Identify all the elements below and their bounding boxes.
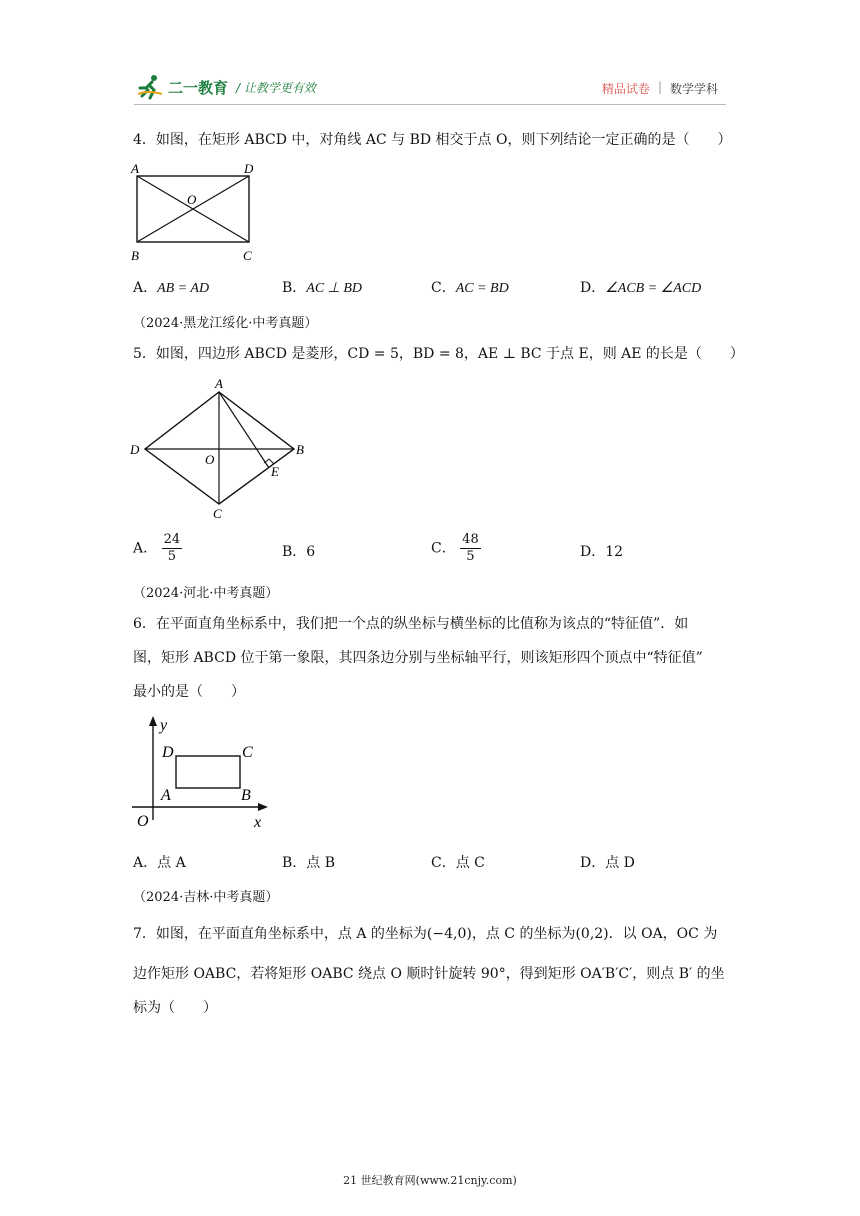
header-right xyxy=(602,80,718,97)
header-divider xyxy=(134,104,726,105)
q5-option-b[interactable]: B．6 xyxy=(282,544,316,560)
header-separator: | xyxy=(657,80,662,94)
q5-option-c[interactable]: C． $\frac{48}{5}$ xyxy=(431,532,479,564)
q6-label-o: O xyxy=(137,813,149,830)
q5-label-c: C xyxy=(213,506,222,520)
q5-label-d: D xyxy=(130,442,140,457)
brand-slogan: / 让教学更有效 xyxy=(236,80,316,95)
header-tag: 精品试卷 xyxy=(601,82,650,96)
q6-line1: 6．在平面直角坐标系中，我们把一个点的纵坐标与横坐标的比值称为该点的“特征值”．如 xyxy=(133,616,689,632)
q6-label-d: D xyxy=(162,744,174,761)
q4-label-d: D xyxy=(244,161,254,176)
q6-label-b: B xyxy=(241,787,251,804)
q6-line3: 最小的是（ ） xyxy=(133,684,245,700)
q7-line1: 7．如图，在平面直角坐标系中，点 A 的坐标为(−4,0)，点 C 的坐标为(0,2)．以 OA，OC 为 xyxy=(133,926,718,942)
fraction: $\frac{24}{5}$ xyxy=(163,532,181,564)
q5-option-a[interactable]: A． $\frac{24}{5}$ xyxy=(133,532,181,564)
q5-text: 5．如图，四边形 ABCD 是菱形，CD = 5，BD = 8，AE ⊥ BC 于点 E，则 AE 的长是（ ） xyxy=(133,346,744,362)
q6-option-d[interactable]: D．点 D xyxy=(580,855,635,871)
runner-logo-icon xyxy=(136,74,164,100)
q6-label-x: x xyxy=(254,814,262,831)
q4-label-c: C xyxy=(243,248,252,263)
brand-name: 二一教育 xyxy=(168,78,229,97)
header-subject: 数学学科 xyxy=(669,82,718,96)
q7-line2: 边作矩形 OABC，若将矩形 OABC 绕点 O 顺时针旋转 90°，得到矩形 OA′B′C′，则点 B′ 的坐 xyxy=(133,966,725,982)
q4-option-d[interactable]: D．∠ACB = ∠ACD xyxy=(580,280,702,296)
q6-option-a[interactable]: A．点 A xyxy=(133,855,186,871)
q6-option-b[interactable]: B．点 B xyxy=(282,855,336,871)
q6-label-c: C xyxy=(242,744,253,761)
q5-label-b: B xyxy=(296,442,304,457)
q5-label-e: E xyxy=(271,464,279,479)
q4-option-c[interactable]: C．AC = BD xyxy=(431,280,509,296)
q5-label-o: O xyxy=(205,452,215,467)
q4-figure xyxy=(128,160,258,266)
q4-option-a[interactable]: A．AB = AD xyxy=(133,280,210,296)
brand-logo xyxy=(136,72,316,102)
q5-source: （2024·河北·中考真题） xyxy=(133,586,279,601)
q6-source: （2024·吉林·中考真题） xyxy=(133,890,279,905)
q5-option-d[interactable]: D．12 xyxy=(580,544,624,560)
q5-figure xyxy=(128,374,314,520)
q4-source: （2024·黑龙江绥化·中考真题） xyxy=(133,316,318,331)
q6-label-y: y xyxy=(160,717,168,734)
q5-label-a: A xyxy=(215,376,223,391)
q6-figure xyxy=(128,712,274,832)
page-footer: 21 世纪教育网(www.21cnjy.com) xyxy=(343,1174,517,1187)
fraction: $\frac{48}{5}$ xyxy=(462,532,479,564)
q4-label-o: O xyxy=(187,192,197,207)
q4-text: 4．如图，在矩形 ABCD 中，对角线 AC 与 BD 相交于点 O，则下列结论一定正确的是（ ） xyxy=(133,132,732,148)
q7-line3: 标为（ ） xyxy=(133,1000,217,1016)
q6-label-a: A xyxy=(161,787,171,804)
q4-label-b: B xyxy=(131,248,139,263)
q4-option-b[interactable]: B．AC ⊥ BD xyxy=(282,280,363,296)
q4-label-a: A xyxy=(131,161,139,176)
q6-option-c[interactable]: C．点 C xyxy=(431,855,485,871)
q6-line2: 图，矩形 ABCD 位于第一象限，其四条边分别与坐标轴平行，则该矩形四个顶点中“特征值” xyxy=(133,650,703,666)
